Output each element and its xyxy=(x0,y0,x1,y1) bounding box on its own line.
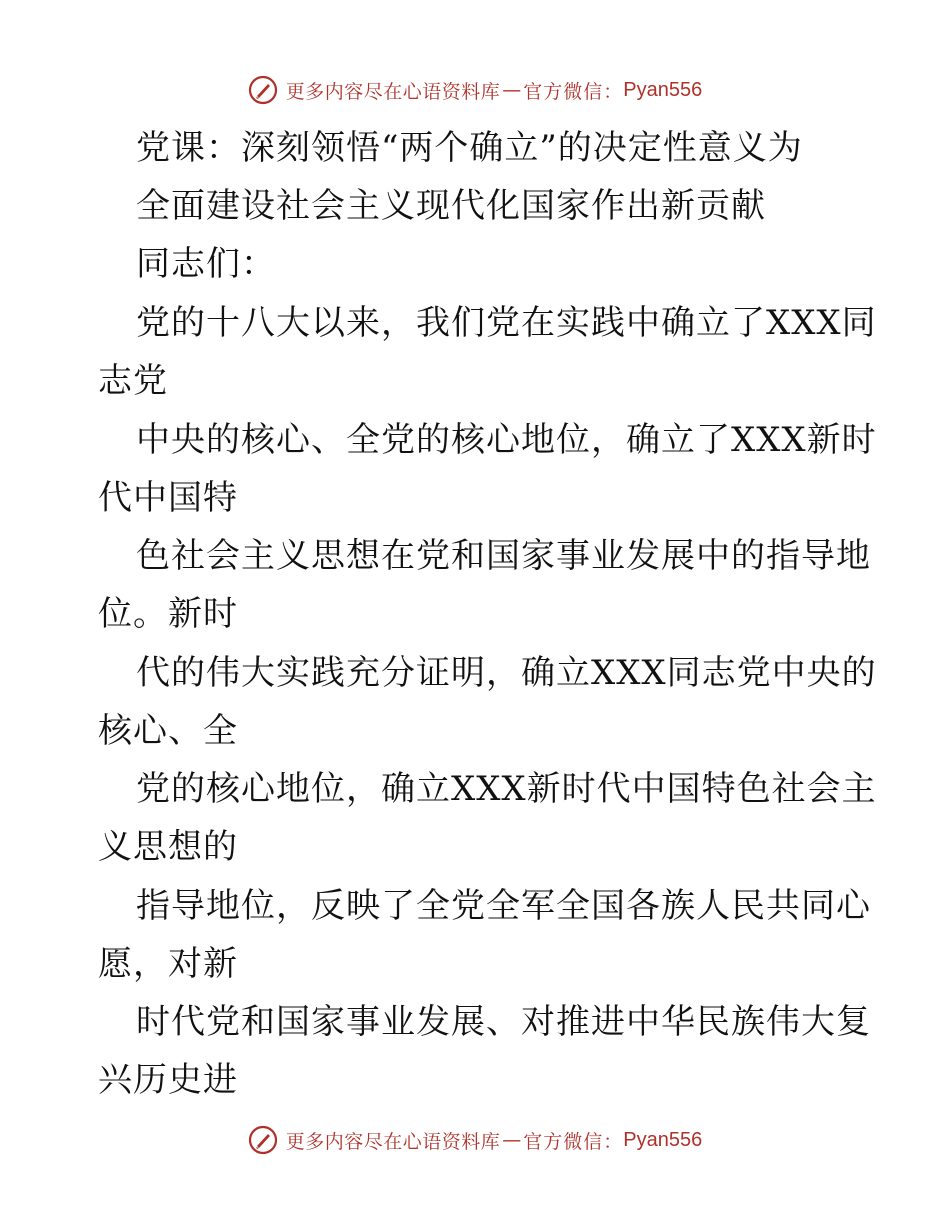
watermark-title: 更多内容尽在心语资料库 xyxy=(285,80,501,103)
paragraph-line: 党的十八大以来，我们党在实践中确立了XXX同 xyxy=(136,303,877,343)
watermark-separator: — xyxy=(502,79,522,101)
paragraph-line: 时代党和国家事业发展、对推进中华民族伟大复 xyxy=(136,1002,871,1042)
paragraph-line: 义思想的 xyxy=(98,827,238,867)
watermark-wechat-id: Pyan556 xyxy=(623,78,703,101)
paragraph-line: 位。新时 xyxy=(98,594,238,634)
paragraph-line: 色社会主义思想在党和国家事业发展中的指导地 xyxy=(136,536,871,576)
watermark-separator: — xyxy=(502,1129,522,1151)
document-title-line-2: 全面建设社会主义现代化国家作出新贡献 xyxy=(136,186,766,226)
paragraph-line: 志党 xyxy=(98,361,168,401)
paragraph-line: 代中国特 xyxy=(98,478,238,518)
watermark-footer xyxy=(0,1120,950,1160)
paragraph-line: 代的伟大实践充分证明，确立XXX同志党中央的 xyxy=(136,653,877,693)
paragraph-line: 中央的核心、全党的核心地位，确立了XXX新时 xyxy=(136,420,877,460)
watermark-wechat-id: Pyan556 xyxy=(623,1128,703,1151)
salutation: 同志们： xyxy=(136,244,276,284)
paragraph-line: 党的核心地位，确立XXX新时代中国特色社会主 xyxy=(136,769,877,809)
watermark-title: 更多内容尽在心语资料库 xyxy=(285,1130,501,1153)
watermark-wechat-label: 官方微信： xyxy=(523,80,624,103)
paragraph-line: 愿，对新 xyxy=(98,944,238,984)
document-title-line-1: 党课：深刻领悟“两个确立”的决定性意义为 xyxy=(136,128,803,168)
pen-seal-icon xyxy=(248,1125,278,1155)
paragraph-line: 核心、全 xyxy=(98,711,238,751)
watermark-wechat-label: 官方微信： xyxy=(523,1130,624,1153)
paragraph-line: 兴历史进 xyxy=(98,1060,238,1100)
paragraph-line: 指导地位，反映了全党全军全国各族人民共同心 xyxy=(136,886,871,926)
